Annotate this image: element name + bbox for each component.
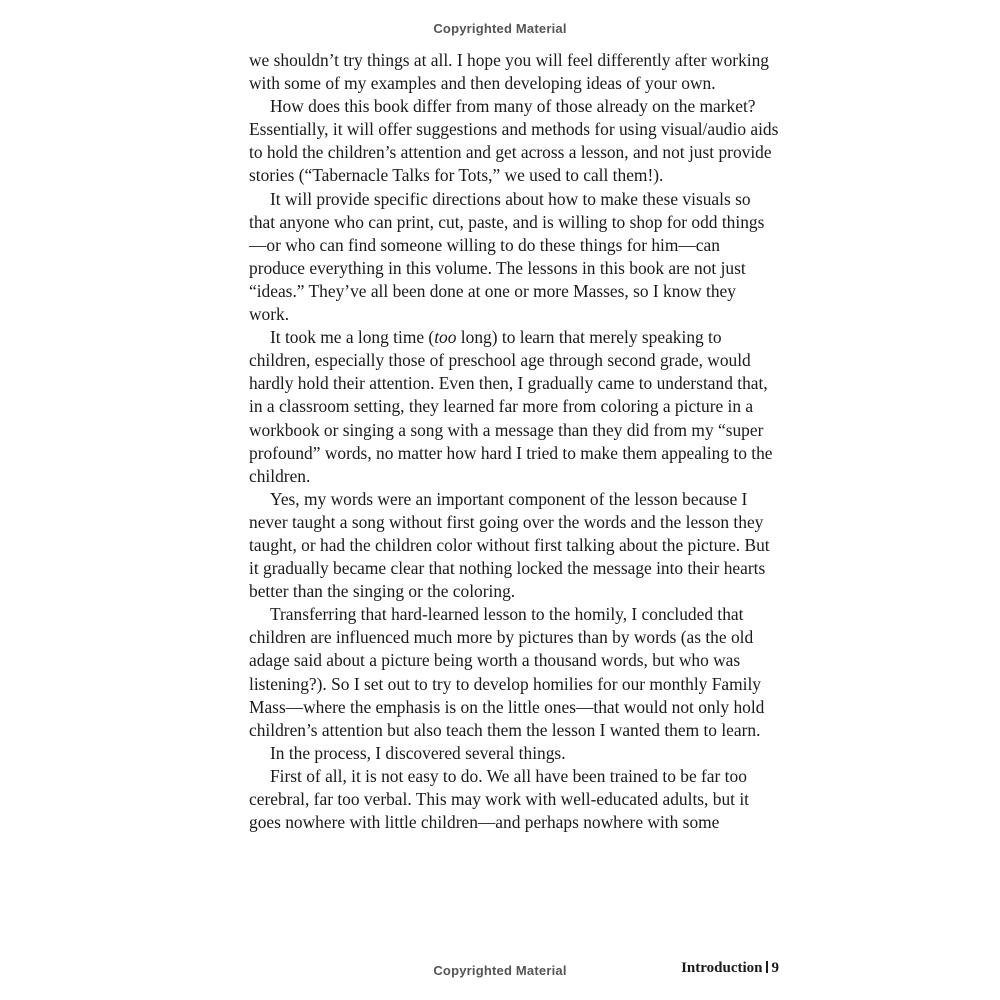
paragraph-text: How does this book differ from many of those already on the market? Essentially, it will offer suggestions and methods for using visual/audio aids to hold the children’s attention and get across a lesson, and not just provide stories (“Tabernacle Talks for Tots,” we used to call them!). [249,96,779,186]
body-text [249,49,779,834]
footer-separator [766,961,768,973]
page-number: 9 [771,960,779,976]
paragraph [249,188,779,327]
paragraph [249,742,779,765]
paragraph-text: It will provide specific directions about how to make these visuals so that anyone who can print, cut, paste, and is willing to shop for odd things—or who can find someone willing to do these things for him—can produce everything in this volume. The lessons in this book are not just “ideas.” They’ve all been done at one or more Masses, so I know they work. [249,188,765,325]
paragraph [249,765,779,834]
paragraph [249,95,779,187]
italic-emphasis: too [434,327,457,348]
paragraph [249,326,779,488]
footer-section-title: Introduction [681,960,763,976]
running-footer [681,960,779,977]
paragraph-text: Transferring that hard-learned lesson to the homily, I concluded that children are influenced much more by pictures than by words (as the old adage said about a picture being worth a thousand words, but who was listening?). So I set out to try to develop homilies for our monthly Family Mass—where the emphasis is on the little ones—that would not only hold children’s attention but also teach them the lesson I wanted them to learn. [249,604,765,740]
paragraph-text: In the process, I discovered several things. [270,742,566,763]
paragraph-text: we shouldn’t try things at all. I hope you will feel differently after working with some of my examples and then developing ideas of your own. [249,50,769,94]
copyright-watermark-top: Copyrighted Material [433,21,567,36]
paragraph-text: It took me a long time ( [270,327,435,348]
paragraph-text: First of all, it is not easy to do. We all have been trained to be far too cerebral, far too verbal. This may work with well-educated adults, but it goes nowhere with little children—and perhaps nowhere with some [249,765,749,833]
paragraph [249,603,779,742]
paragraph [249,488,779,603]
paragraph-text: Yes, my words were an important component of the lesson because I never taught a song without first going over the words and the lesson they taught, or had the children color without first talking about the picture. But it gradually became clear that nothing locked the message into their hearts better than the singing or the coloring. [249,488,770,602]
copyright-watermark-bottom: Copyrighted Material [433,963,567,978]
paragraph-text: long) to learn that merely speaking to children, especially those of preschool age through second grade, would hardly hold their attention. Even then, I gradually came to understand that, in a classroom setting, they learned far more from coloring a picture in a workbook or singing a song with a message than they did from my “super profound” words, no matter how hard I tried to make them appealing to the children. [249,327,773,486]
paragraph [249,49,779,95]
